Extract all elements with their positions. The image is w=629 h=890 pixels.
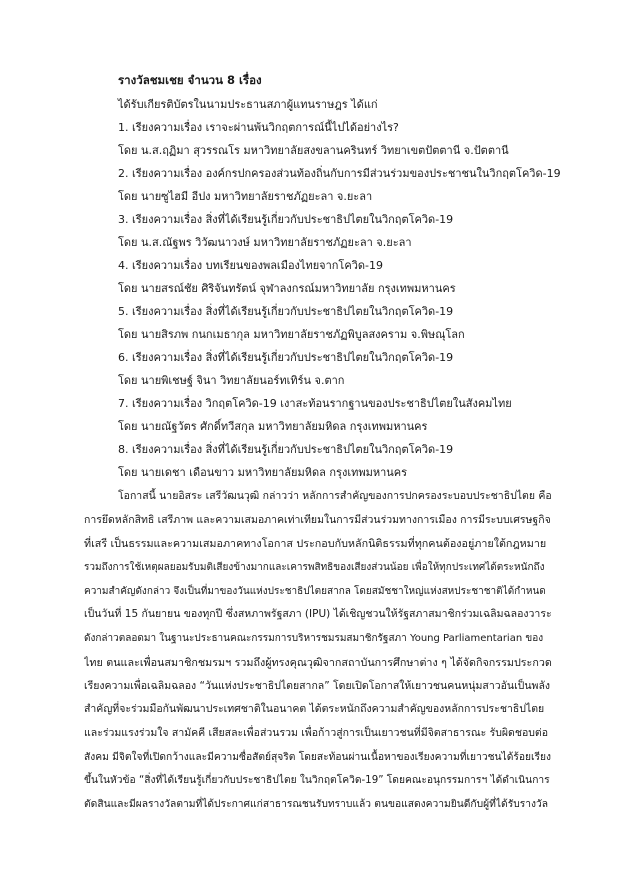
paragraph-line: ตัดสินและมีผลรางวัลตามที่ได้ประกาศแก่สาธารณชนรับทราบแล้ว ตนขอแสดงความยินดีกับผู้ที่ได้รับรางวัล <box>84 797 549 810</box>
award-item-5-title: 5. เรียงความเรื่อง สิ่งที่ได้เรียนรู้เกี่ยวกับประชาธิปไตยในวิกฤตโควิด-19 <box>118 305 454 318</box>
paragraph-line: การยึดหลักสิทธิ เสรีภาพ และความเสมอภาคเท่าเทียมในการมีส่วนร่วมทางการเมือง การมีระบบเศรษฐกิจ <box>84 513 551 526</box>
paragraph-line: เรียงความเพื่อเฉลิมฉลอง “วันแห่งประชาธิปไตยสากล” โดยเปิดโอกาสให้เยาวชนคนหนุ่มสาวอันเป็นพลัง <box>84 679 551 692</box>
award-item-2-title: 2. เรียงความเรื่อง องค์กรปกครองส่วนท้องถิ่นกับการมีส่วนร่วมของประชาชนในวิกฤตโควิด-19 <box>118 167 561 180</box>
paragraph-line: และร่วมแรงร่วมใจ สามัคคี เสียสละเพื่อส่วนรวม เพื่อก้าวสู่การเป็นเยาวชนที่มีจิตสาธารณะ รับผิดชอบต่อ <box>84 726 549 739</box>
award-item-7-title: 7. เรียงความเรื่อง วิกฤตโควิด-19 เงาสะท้อนรากฐานของประชาธิปไตยในสังคมไทย <box>118 397 512 410</box>
award-item-3-title: 3. เรียงความเรื่อง สิ่งที่ได้เรียนรู้เกี่ยวกับประชาธิปไตยในวิกฤตโควิด-19 <box>118 213 454 226</box>
award-item-1-author: โดย น.ส.ฤฏิมา สุวรรณโร มหาวิทยาลัยสงขลานครินทร์ วิทยาเขตปัตตานี จ.ปัตตานี <box>118 144 509 157</box>
award-item-4-title: 4. เรียงความเรื่อง บทเรียนของพลเมืองไทยจากโควิด-19 <box>118 259 383 272</box>
award-item-6-author: โดย นายพิเชษฐ์ จินา วิทยาลัยนอร์ทเทิร์น จ.ตาก <box>118 374 345 387</box>
paragraph-line: ที่เสรี เป็นธรรมและความเสมอภาคทางโอกาส ประกอบกับหลักนิติธรรมที่ทุกคนต้องอยู่ภายใต้กฎหมาย <box>84 537 547 551</box>
award-item-3-author: โดย น.ส.ณัฐพร วิวัฒนาวงษ์ มหาวิทยาลัยราชภัฏยะลา จ.ยะลา <box>118 236 412 249</box>
paragraph-line: ดังกล่าวตลอดมา ในฐานะประธานคณะกรรมการบริหารชมรมสมาชิกรัฐสภา Young Parliamentarian ของ <box>84 633 544 645</box>
award-item-4-author: โดย นายสรณ์ชัย ศิริจันทรัตน์ จุฬาลงกรณ์มหาวิทยาลัย กรุงเทพมหานคร <box>118 282 456 295</box>
paragraph-line: ไทย ตนและเพื่อนสมาชิกชมรมฯ รวมถึงผู้ทรงคุณวุฒิจากสถาบันการศึกษาต่าง ๆ ได้จัดกิจกรรมประกวด <box>84 655 552 669</box>
paragraph-line: โอกาสนี้ นายอิสระ เสรีวัฒนวุฒิ กล่าวว่า หลักการสำคัญของการปกครองระบอบประชาธิปไตย คือ <box>118 490 552 502</box>
award-intro: ได้รับเกียรติบัตรในนามประธานสภาผู้แทนราษฎร ได้แก่ <box>118 98 378 111</box>
paragraph-line: รวมถึงการใช้เหตุผลยอมรับมติเสียงข้างมากและเคารพสิทธิของเสียงส่วนน้อย เพื่อให้ทุกประเทศได้ตระหนักถึง <box>84 562 545 574</box>
section-heading: รางวัลชมเชย จำนวน 8 เรื่อง <box>118 73 262 87</box>
award-item-1-title: 1. เรียงความเรื่อง เราจะผ่านพ้นวิกฤตการณ์นี้ไปได้อย่างไร? <box>118 121 399 134</box>
paragraph-line: สำคัญที่จะร่วมมือกันพัฒนาประเทศชาติในอนาคต ได้ตระหนักถึงความสำคัญของหลักการประชาธิปไตย <box>84 703 545 716</box>
body-paragraph <box>84 485 554 817</box>
award-item-8-author: โดย นายเดชา เดือนขาว มหาวิทยาลัยมหิดล กรุงเทพมหานคร <box>118 466 408 479</box>
award-item-8-title: 8. เรียงความเรื่อง สิ่งที่ได้เรียนรู้เกี่ยวกับประชาธิปไตยในวิกฤตโควิด-19 <box>118 443 454 456</box>
award-item-7-author: โดย นายณัฐวัตร ศักดิ์ทวีสกุล มหาวิทยาลัยมหิดล กรุงเทพมหานคร <box>118 420 428 433</box>
paragraph-line: เป็นวันที่ 15 กันยายน ของทุกปี ซึ่งสหภาพรัฐสภา (IPU) ได้เชิญชวนให้รัฐสภาสมาชิกร่วมเฉลิมฉลองวาระ <box>84 608 552 621</box>
award-item-5-author: โดย นายสิรภพ กนกเมธากุล มหาวิทยาลัยราชภัฏพิบูลสงคราม จ.พิษณุโลก <box>118 328 465 341</box>
award-item-2-author: โดย นายซูไฮมี อีปง มหาวิทยาลัยราชภัฏยะลา จ.ยะลา <box>118 190 373 203</box>
award-item-6-title: 6. เรียงความเรื่อง สิ่งที่ได้เรียนรู้เกี่ยวกับประชาธิปไตยในวิกฤตโควิด-19 <box>118 351 454 364</box>
paragraph-line: ความสำคัญดังกล่าว จึงเป็นที่มาของวันแห่งประชาธิปไตยสากล โดยสมัชชาใหญ่แห่งสหประชาชาติได้กำหนด <box>84 585 546 597</box>
award-list <box>118 93 561 484</box>
paragraph-line: สังคม มีจิตใจที่เปิดกว้างและมีความซื่อสัตย์สุจริต โดยสะท้อนผ่านเนื้อหาของเรียงความที่เยาวชนได้ร้อยเรียง <box>84 750 552 763</box>
paragraph-line: ขึ้นในหัวข้อ “สิ่งที่ได้เรียนรู้เกี่ยวกับประชาธิปไตย ในวิกฤตโควิด-19” โดยคณะอนุกรรมการฯ ได้ดำเนินการ <box>84 774 550 787</box>
